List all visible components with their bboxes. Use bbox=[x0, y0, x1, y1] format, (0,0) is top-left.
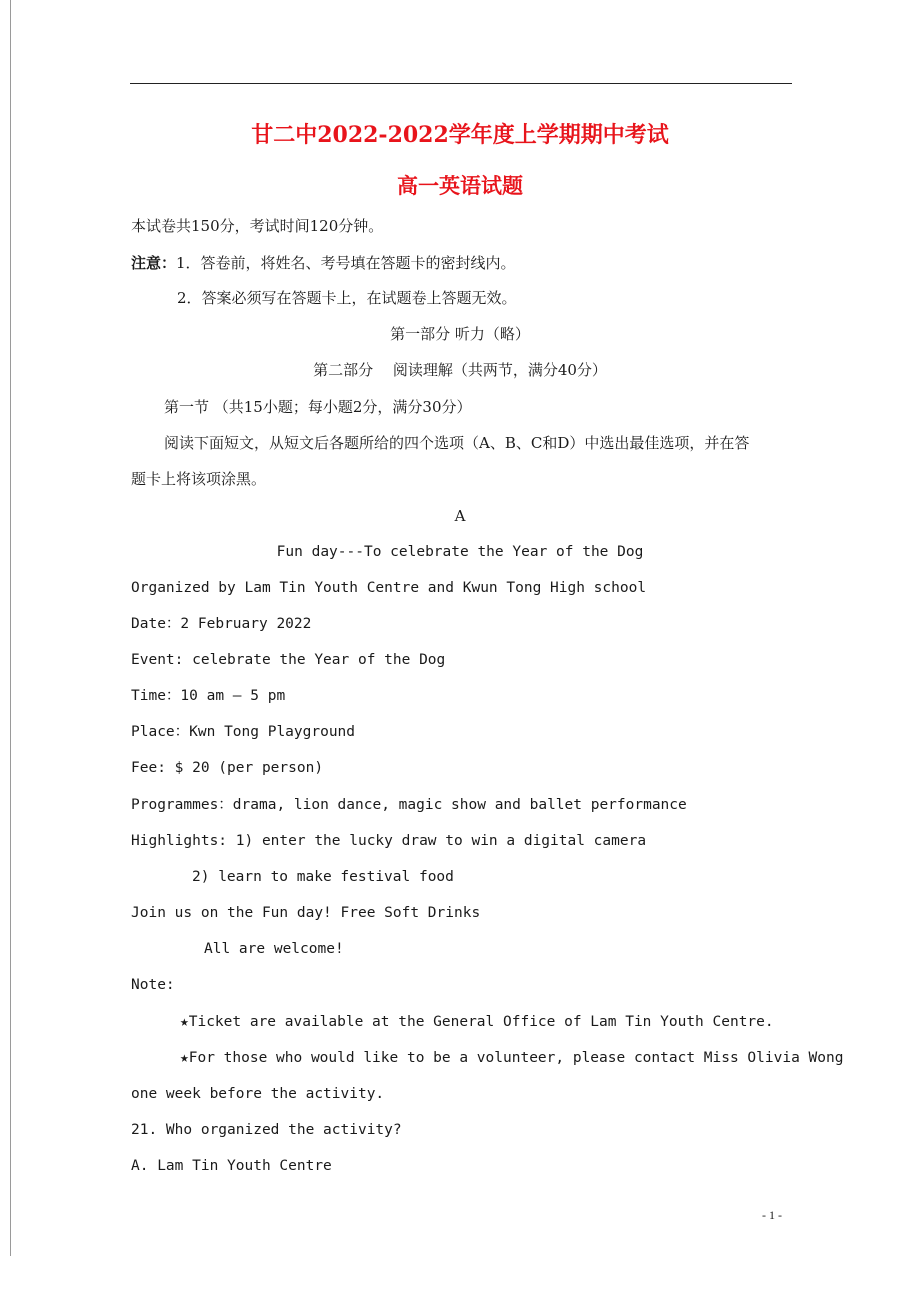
passage-letter: A bbox=[454, 507, 466, 525]
question-21-option-a: A. Lam Tin Youth Centre bbox=[131, 1158, 332, 1174]
exam-subtitle: 高一英语试题 bbox=[397, 173, 523, 198]
passage-note-item-2: ★For those who would like to be a volunteer, please contact Miss Olivia Wong bbox=[180, 1050, 844, 1066]
passage-organizer: Organized by Lam Tin Youth Centre and Kwun Tong High school bbox=[131, 580, 647, 596]
passage-fee: Fee: $ 20 (per person) bbox=[131, 760, 324, 776]
notice-label: 注意： bbox=[131, 254, 177, 272]
instructions-line-1: 阅读下面短文，从短文后各题所给的四个选项（A、B、C和D）中选出最佳选项，并在答 bbox=[164, 434, 750, 452]
passage-note-label: Note: bbox=[131, 977, 175, 993]
passage-time: Time：10 am – 5 pm bbox=[131, 688, 286, 704]
notice-item-1: 1．答卷前，将姓名、考号填在答题卡的密封线内。 bbox=[176, 254, 516, 272]
passage-join: Join us on the Fun day! Free Soft Drinks bbox=[131, 905, 481, 921]
passage-welcome: All are welcome! bbox=[204, 941, 344, 957]
passage-place: Place：Kwn Tong Playground bbox=[131, 724, 356, 740]
passage-note-item-2-cont: one week before the activity. bbox=[131, 1086, 385, 1102]
passage-date: Date：2 February 2022 bbox=[131, 616, 312, 632]
passage-title: Fun day---To celebrate the Year of the Dog bbox=[276, 544, 644, 560]
part-two-heading: 第二部分 阅读理解（共两节，满分40分） bbox=[313, 361, 607, 379]
passage-highlights-2: 2) learn to make festival food bbox=[192, 869, 454, 885]
passage-programmes: Programmes：drama, lion dance, magic show and ballet performance bbox=[131, 797, 687, 813]
instructions-line-2: 题卡上将该项涂黑。 bbox=[131, 470, 267, 488]
exam-intro: 本试卷共150分，考试时间120分钟。 bbox=[131, 217, 384, 235]
question-21: 21. Who organized the activity? bbox=[131, 1122, 402, 1138]
notice bbox=[131, 253, 516, 273]
exam-title: 甘二中2022-2022学年度上学期期中考试 bbox=[251, 122, 669, 148]
header-rule bbox=[130, 83, 792, 84]
passage-event: Event: celebrate the Year of the Dog bbox=[131, 652, 446, 668]
section-one-heading: 第一节 （共15小题；每小题2分，满分30分） bbox=[164, 398, 472, 416]
passage-note-item-1: ★Ticket are available at the General Office of Lam Tin Youth Centre. bbox=[180, 1014, 774, 1030]
notice-item-2: 2．答案必须写在答题卡上，在试题卷上答题无效。 bbox=[177, 289, 517, 307]
page-number: - 1 - bbox=[762, 1208, 782, 1222]
passage-highlights-1: Highlights: 1) enter the lucky draw to win a digital camera bbox=[131, 833, 647, 849]
part-one-heading: 第一部分 听力（略） bbox=[390, 325, 530, 343]
